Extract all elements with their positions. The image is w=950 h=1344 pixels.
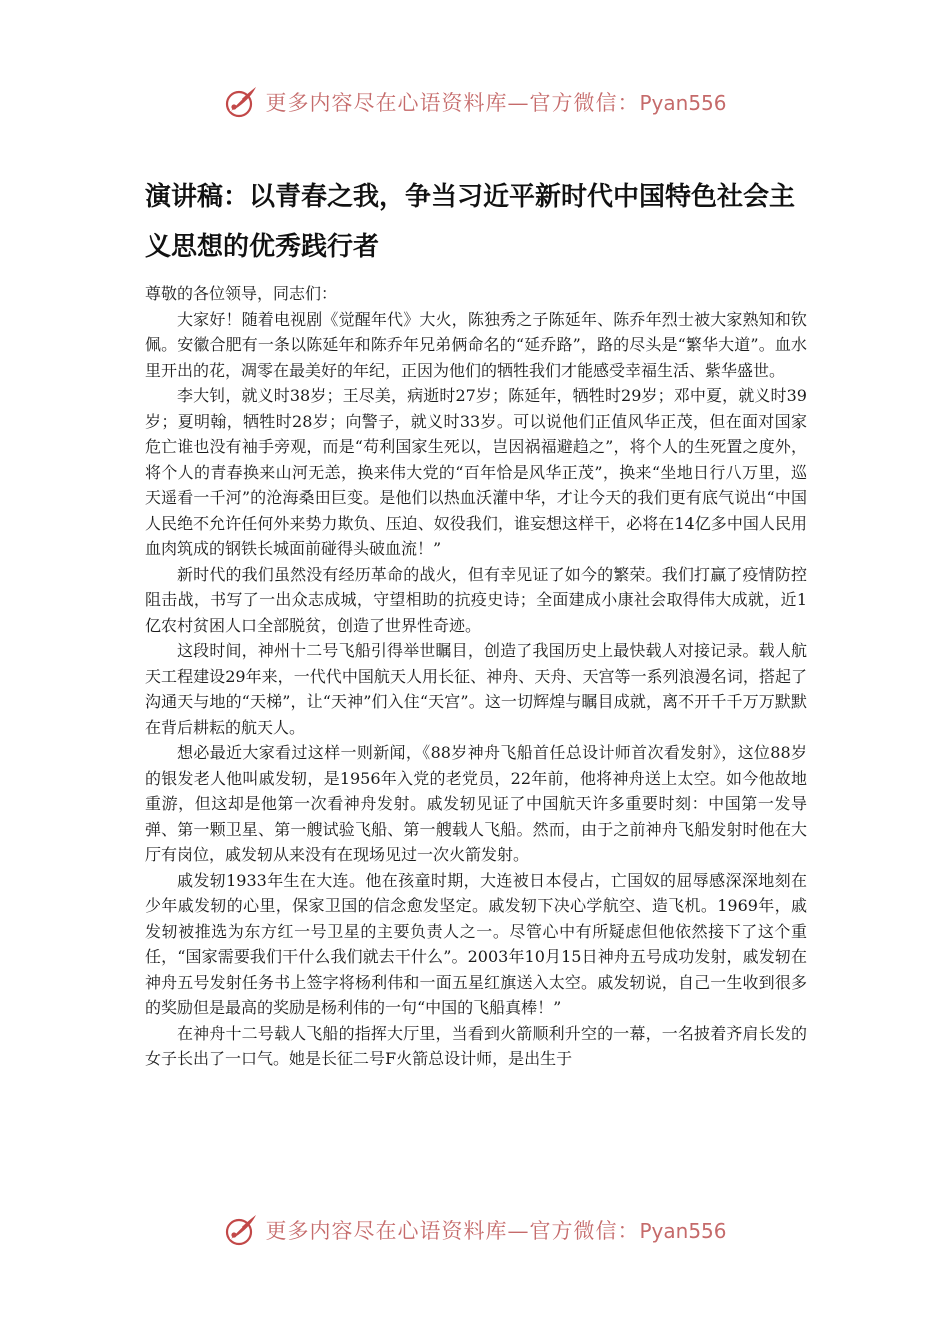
banner-text xyxy=(265,1215,726,1245)
banner-text xyxy=(265,87,726,117)
paragraph: 这段时间，神州十二号飞船引得举世瞩目，创造了我国历史上最快载人对接记录。载人航天工程建设29年来，一代代中国航天人用长征、神舟、天舟、天宫等一系列浪漫名词，搭起了沟通天与地的“天梯”，让“天神”们入住“天宫”。这一切辉煌与瞩目成就，离不开千千万万默默在背后耕耘的航天人。 xyxy=(145,641,807,737)
salutation: 尊敬的各位领导，同志们： xyxy=(145,284,338,303)
footer-banner-content xyxy=(223,1212,726,1248)
header-banner-content xyxy=(223,84,726,120)
paragraph: 在神舟十二号载人飞船的指挥大厅里，当看到火箭顺利升空的一幕，一名披着齐肩长发的女子长出了一口气。她是长征二号F火箭总设计师，是出生于 xyxy=(145,1023,807,1068)
header-banner xyxy=(0,82,950,122)
banner-label: 更多内容尽在心语资料库—官方微信： xyxy=(265,91,640,115)
document-title: 演讲稿：以青春之我，争当习近平新时代中国特色社会主义思想的优秀践行者 xyxy=(145,182,796,262)
quill-pen-logo-icon xyxy=(223,1212,259,1248)
paragraph: 大家好！随着电视剧《觉醒年代》大火，陈独秀之子陈延年、陈乔年烈士被大家熟知和钦佩。安徽合肥有一条以陈延年和陈乔年兄弟俩命名的“延乔路”，路的尽头是“繁华大道”。血水里开出的花，凋零在最美好的年纪，正因为他们的牺牲我们才能感受幸福生活、紫华盛世。 xyxy=(145,309,807,380)
paragraph: 戚发轫1933年生在大连。他在孩童时期，大连被日本侵占，亡国奴的屈辱感深深地刻在少年戚发轫的心里，保家卫国的信念愈发坚定。戚发轫下决心学航空、造飞机。1969年，戚发轫被推选为东方红一号卫星的主要负责人之一。尽管心中有所疑虑但他依然接下了这个重任，“国家需要我们干什么我们就去干什么”。2003年10月15日神舟五号成功发射，戚发轫在神舟五号发射任务书上签字将杨利伟和一面五星红旗送入太空。戚发轫说，自己一生收到很多的奖励但是最高的奖励是杨利伟的一句“中国的飞船真棒！” xyxy=(145,870,807,1017)
quill-pen-logo-icon xyxy=(223,84,259,120)
wechat-id: Pyan556 xyxy=(639,1219,727,1243)
banner-label: 更多内容尽在心语资料库—官方微信： xyxy=(265,1219,640,1243)
paragraph: 李大钊，就义时38岁；王尽美，病逝时27岁；陈延年，牺牲时29岁；邓中夏，就义时39岁；夏明翰，牺牲时28岁；向警子，就义时33岁。可以说他们正值风华正茂，但在面对国家危亡谁也没有袖手旁观，而是“苟利国家生死以，岂因祸福避趋之”，将个人的生死置之度外，将个人的青春换来山河无恙，换来伟大党的“百年恰是风华正茂”，换来“坐地日行八万里，巡天遥看一千河”的沧海桑田巨变。是他们以热血沃灌中华，才让今天的我们更有底气说出“中国人民绝不允许任何外来势力欺负、压迫、奴役我们，谁妄想这样干，必将在14亿多中国人民用血肉筑成的钢铁长城面前碰得头破血流！” xyxy=(145,386,807,558)
paragraph: 想必最近大家看过这样一则新闻，《88岁神舟飞船首任总设计师首次看发射》，这位88岁的银发老人他叫戚发轫，是1956年入党的老党员，22年前，他将神舟送上太空。如今他故地重游，但这却是他第一次看神舟发射。戚发轫见证了中国航天许多重要时刻：中国第一发导弹、第一颗卫星、第一艘试验飞船、第一艘载人飞船。然而，由于之前神舟飞船发射时他在大厅有岗位，戚发轫从来没有在现场见过一次火箭发射。 xyxy=(145,743,807,864)
footer-banner xyxy=(0,1210,950,1250)
document-body xyxy=(145,281,807,1072)
paragraph: 新时代的我们虽然没有经历革命的战火，但有幸见证了如今的繁荣。我们打赢了疫情防控阻击战，书写了一出众志成城，守望相助的抗疫史诗；全面建成小康社会取得伟大成就，近1亿农村贫困人口全部脱贫，创造了世界性奇迹。 xyxy=(145,564,807,635)
wechat-id: Pyan556 xyxy=(639,91,727,115)
